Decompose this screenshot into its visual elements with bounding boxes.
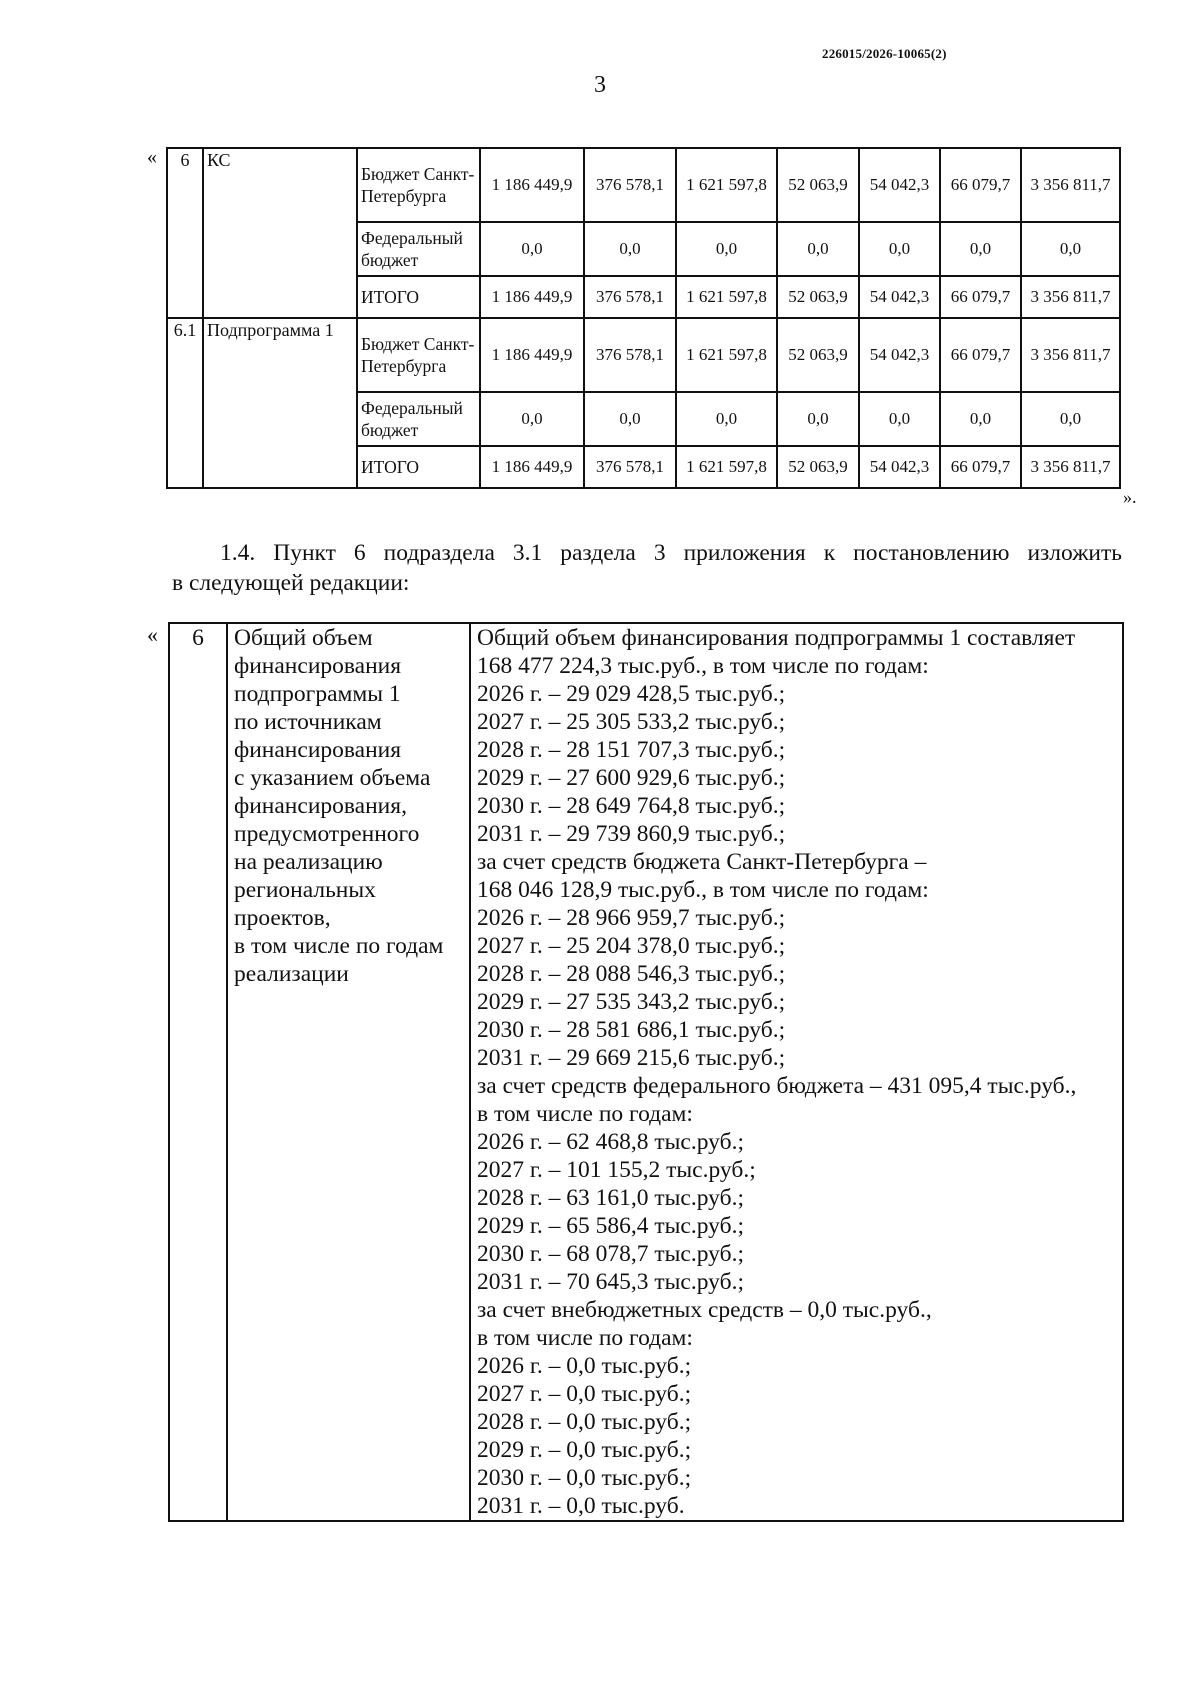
value-line: 2027 г. – 0,0 тыс.руб.; [477,1381,692,1407]
amount-cell: 1 186 449,9 [480,318,584,392]
amount-cell: 0,0 [1021,222,1120,276]
amount-cell: 54 042,3 [859,276,940,318]
value-line: за счет внебюджетных средств – 0,0 тыс.руб., [477,1297,932,1323]
label-line: Общий объем [234,625,373,651]
open-quote-table1: « [147,146,157,168]
table-row [169,623,1123,1521]
value-line: 2031 г. – 29 669 215,6 тыс.руб.; [477,1045,786,1071]
value-line: 2031 г. – 29 739 860,9 тыс.руб.; [477,821,786,847]
page-number: 3 [594,72,606,98]
amount-cell: 0,0 [940,222,1021,276]
value-line: 2028 г. – 63 161,0 тыс.руб.; [477,1185,744,1211]
label-line: в том числе по годам [234,933,444,959]
subprogram-financing-table [168,622,1124,1522]
close-quote-table1: ». [1123,487,1137,507]
amount-cell: 376 578,1 [584,318,676,392]
amount-cell: 3 356 811,7 [1021,148,1120,222]
amount-cell: 1 621 597,8 [676,276,777,318]
financing-table [166,147,1121,489]
table-row [167,148,1120,222]
amount-cell: 66 079,7 [940,318,1021,392]
amount-cell: 0,0 [859,392,940,446]
value-line: 2026 г. – 29 029 428,5 тыс.руб.; [477,681,786,707]
value-line: 2029 г. – 27 535 343,2 тыс.руб.; [477,989,786,1015]
amount-cell: 54 042,3 [859,318,940,392]
label-line: финансирования [234,653,402,679]
amount-cell: 0,0 [940,392,1021,446]
funding-source: Бюджет Санкт-Петербурга [357,148,480,222]
funding-source: ИТОГО [357,446,480,488]
open-quote-table2: « [147,622,158,647]
value-line: 2029 г. – 27 600 929,6 тыс.руб.; [477,765,786,791]
amount-cell: 54 042,3 [859,148,940,222]
amount-cell: 54 042,3 [859,446,940,488]
paragraph-line-2: в следующей редакции: [172,570,410,596]
amount-cell: 1 621 597,8 [676,148,777,222]
amount-cell: 1 186 449,9 [480,276,584,318]
value-line: 2028 г. – 0,0 тыс.руб.; [477,1409,692,1435]
amount-cell: 0,0 [480,392,584,446]
funding-source: ИТОГО [357,276,480,318]
value-line: за счет средств бюджета Санкт-Петербурга – [477,849,927,875]
amount-cell: 376 578,1 [584,446,676,488]
funding-source: Федеральный бюджет [357,392,480,446]
value-line: 2030 г. – 68 078,7 тыс.руб.; [477,1241,744,1267]
amount-cell: 0,0 [584,222,676,276]
value-line: 2027 г. – 101 155,2 тыс.руб.; [477,1157,756,1183]
amount-cell: 3 356 811,7 [1021,276,1120,318]
value-line: 2029 г. – 0,0 тыс.руб.; [477,1437,692,1463]
row-label [227,623,470,1521]
amendment-paragraph [172,538,1122,598]
group-index: 6.1 [167,318,203,488]
amount-cell: 0,0 [676,392,777,446]
value-line: 2027 г. – 25 204 378,0 тыс.руб.; [477,933,786,959]
amount-cell: 3 356 811,7 [1021,446,1120,488]
value-line: 168 046 128,9 тыс.руб., в том числе по годам: [477,877,929,903]
value-line: 2031 г. – 70 645,3 тыс.руб.; [477,1269,744,1295]
amount-cell: 0,0 [584,392,676,446]
label-line: подпрограммы 1 [234,681,401,707]
label-line: финансирования [234,737,402,763]
amount-cell: 376 578,1 [584,276,676,318]
value-line: в том числе по годам: [477,1101,693,1127]
amount-cell: 0,0 [676,222,777,276]
label-line: предусмотренного [234,821,420,847]
amount-cell: 1 186 449,9 [480,446,584,488]
amount-cell: 3 356 811,7 [1021,318,1120,392]
label-line: региональных [234,877,376,903]
funding-source: Федеральный бюджет [357,222,480,276]
amount-cell: 0,0 [480,222,584,276]
amount-cell: 0,0 [777,222,859,276]
label-line: реализации [234,961,349,987]
amount-cell: 1 621 597,8 [676,318,777,392]
value-line: 2026 г. – 0,0 тыс.руб.; [477,1353,692,1379]
row-value [470,623,1123,1521]
group-index: 6 [167,148,203,318]
value-line: 2026 г. – 62 468,8 тыс.руб.; [477,1129,744,1155]
financing-table-body [167,148,1120,488]
amount-cell: 66 079,7 [940,446,1021,488]
value-line: 2028 г. – 28 088 546,3 тыс.руб.; [477,961,786,987]
amount-cell: 1 186 449,9 [480,148,584,222]
value-line: Общий объем финансирования подпрограммы 1 составляет [477,625,1076,651]
amount-cell: 0,0 [777,392,859,446]
amount-cell: 52 063,9 [777,318,859,392]
group-name: КС [203,148,357,318]
value-line: 2027 г. – 25 305 533,2 тыс.руб.; [477,709,786,735]
document-code: 226015/2026-10065(2) [822,46,947,61]
value-line: 2028 г. – 28 151 707,3 тыс.руб.; [477,737,786,763]
value-line: 2026 г. – 28 966 959,7 тыс.руб.; [477,905,786,931]
label-line: на реализацию [234,849,383,875]
amount-cell: 0,0 [1021,392,1120,446]
value-line: 168 477 224,3 тыс.руб., в том числе по годам: [477,653,929,679]
value-line: 2030 г. – 28 649 764,8 тыс.руб.; [477,793,786,819]
label-line: проектов, [234,905,331,931]
paragraph-line-1: 1.4. Пункт 6 подраздела 3.1 раздела 3 приложения к постановлению изложить [220,540,1122,566]
amount-cell: 52 063,9 [777,148,859,222]
amount-cell: 376 578,1 [584,148,676,222]
row-index: 6 [169,623,227,1521]
label-line: финансирования, [234,793,407,819]
amount-cell: 66 079,7 [940,148,1021,222]
group-name: Подпрограмма 1 [203,318,357,488]
amount-cell: 52 063,9 [777,446,859,488]
value-line: 2030 г. – 28 581 686,1 тыс.руб.; [477,1017,786,1043]
funding-source: Бюджет Санкт-Петербурга [357,318,480,392]
value-line: 2029 г. – 65 586,4 тыс.руб.; [477,1213,744,1239]
amount-cell: 52 063,9 [777,276,859,318]
value-line: 2030 г. – 0,0 тыс.руб.; [477,1465,692,1491]
value-line: за счет средств федерального бюджета – 431 095,4 тыс.руб., [477,1073,1077,1099]
label-line: по источникам [234,709,382,735]
amount-cell: 1 621 597,8 [676,446,777,488]
amount-cell: 66 079,7 [940,276,1021,318]
amount-cell: 0,0 [859,222,940,276]
value-line: в том числе по годам: [477,1325,693,1351]
table-row [167,318,1120,392]
label-line: с указанием объема [234,765,431,791]
value-line: 2031 г. – 0,0 тыс.руб. [477,1493,685,1519]
